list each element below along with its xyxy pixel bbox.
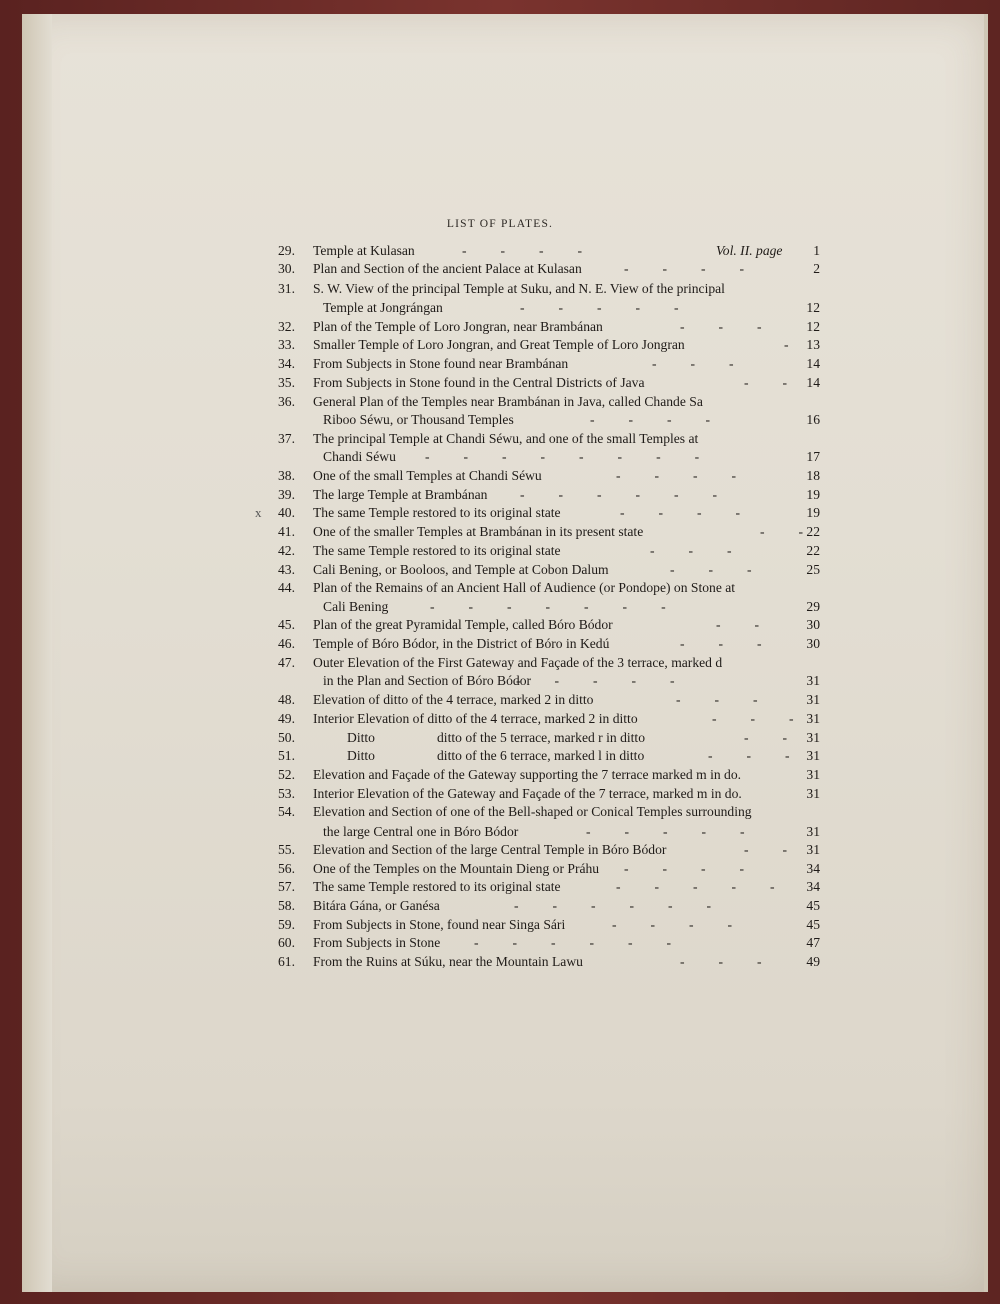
- leader-dashes: - - - -: [590, 412, 711, 427]
- leader-dashes: - -: [744, 842, 788, 857]
- plate-title: One of the Temples on the Mountain Dieng or Práhu: [313, 861, 600, 876]
- plate-page-number: 31: [806, 786, 820, 801]
- plate-number: 40.: [278, 505, 295, 520]
- plate-title: From Subjects in Stone: [313, 935, 441, 950]
- plate-entry: [0, 896, 1000, 915]
- plate-number: 53.: [278, 786, 295, 801]
- leader-dashes: - - - -: [624, 261, 745, 276]
- plate-page-number: 45: [806, 917, 820, 932]
- plate-title: Elevation and Section of one of the Bell-shaped or Conical Temples surrounding: [313, 804, 752, 819]
- plate-page-number: 18: [806, 468, 820, 483]
- plate-entry: [0, 354, 1000, 373]
- plate-number: 49.: [278, 711, 295, 726]
- plate-title: One of the small Temples at Chandi Séwu: [313, 468, 542, 483]
- plate-page-number: 30: [806, 636, 820, 651]
- plate-page-number: 19: [806, 505, 820, 520]
- plate-entry: [0, 541, 1000, 560]
- plate-number: 42.: [278, 543, 295, 558]
- plate-number: 37.: [278, 431, 295, 446]
- plate-title: The same Temple restored to its original state: [313, 505, 561, 520]
- plate-page-number: 34: [806, 861, 820, 876]
- margin-mark: x: [255, 505, 262, 520]
- plate-title: The same Temple restored to its original state: [313, 543, 561, 558]
- plate-number: 32.: [278, 319, 295, 334]
- plate-page-number: 34: [806, 879, 820, 894]
- plate-title: Temple at Kulasan: [313, 243, 415, 258]
- plate-entry: [0, 279, 1000, 298]
- volume-reference: Vol. II. page: [716, 243, 783, 258]
- leader-dashes: - - - - -: [516, 673, 675, 688]
- plate-title: One of the smaller Temples at Brambánan in its present state: [313, 524, 644, 539]
- leader-dashes: - - - - -: [586, 824, 745, 839]
- plate-page-number: 22: [806, 524, 820, 539]
- plate-number: 54.: [278, 804, 295, 819]
- plate-page-number: 31: [806, 842, 820, 857]
- plate-page-number: 2: [813, 261, 820, 276]
- plate-number: 52.: [278, 767, 295, 782]
- plate-title: The large Temple at Brambánan: [313, 487, 488, 502]
- plate-title: Ditto: [347, 748, 375, 763]
- leader-dashes: - - -: [652, 356, 734, 371]
- leader-dashes: - - - - - -: [514, 898, 712, 913]
- plate-number: 41.: [278, 524, 295, 539]
- plate-page-number: 47: [806, 935, 820, 950]
- page-heading: LIST OF PLATES.: [446, 218, 554, 230]
- leader-dashes: - - - -: [616, 468, 737, 483]
- plate-number: 44.: [278, 580, 295, 595]
- plate-title: Ditto: [347, 730, 375, 745]
- plate-title-line2: the large Central one in Bóro Bódor: [323, 824, 519, 839]
- plate-number: 39.: [278, 487, 295, 502]
- plate-page-number: 31: [806, 824, 820, 839]
- plate-title: Cali Bening, or Booloos, and Temple at Cobon Dalum: [313, 562, 609, 577]
- plate-title: The same Temple restored to its original state: [313, 879, 561, 894]
- plate-number: 51.: [278, 748, 295, 763]
- plate-page-number: 13: [806, 337, 820, 352]
- leader-dashes: - -: [744, 730, 788, 745]
- leader-dashes: - - -: [712, 711, 794, 726]
- plate-entry-continued: [0, 410, 1000, 429]
- plate-number: 31.: [278, 281, 295, 296]
- plate-entry-continued: [0, 822, 1000, 841]
- plate-page-number: 19: [806, 487, 820, 502]
- plate-entry: [0, 784, 1000, 803]
- plate-title: From Subjects in Stone found in the Central Districts of Java: [313, 375, 645, 390]
- plate-title-line2: Riboo Séwu, or Thousand Temples: [323, 412, 514, 427]
- plate-title: Smaller Temple of Loro Jongran, and Great Temple of Loro Jongran: [313, 337, 685, 352]
- plate-page-number: 31: [806, 711, 820, 726]
- plate-title: Temple of Bóro Bódor, in the District of Bóro in Kedú: [313, 636, 610, 651]
- plate-title: Interior Elevation of the Gateway and Façade of the 7 terrace, marked m in do.: [313, 786, 742, 801]
- plate-title-continued: ditto of the 6 terrace, marked l in ditto: [437, 748, 645, 763]
- plate-entry: [0, 634, 1000, 653]
- plate-entry: [0, 373, 1000, 392]
- plate-number: 33.: [278, 337, 295, 352]
- plate-page-number: 25: [806, 562, 820, 577]
- plate-title: From Subjects in Stone found near Brambánan: [313, 356, 569, 371]
- leader-dashes: - - - - - -: [474, 935, 672, 950]
- plate-title: Plan and Section of the ancient Palace at Kulasan: [313, 261, 582, 276]
- plate-page-number: 16: [806, 412, 820, 427]
- plate-title: Plan of the Remains of an Ancient Hall of Audience (or Pondope) on Stone at: [313, 580, 736, 595]
- plate-title: Outer Elevation of the First Gateway and Façade of the 3 terrace, marked d: [313, 655, 723, 670]
- plate-entry-continued: [0, 597, 1000, 616]
- leader-dashes: - - - - - - - -: [425, 449, 700, 464]
- plate-number: 50.: [278, 730, 295, 745]
- plate-entry: [0, 560, 1000, 579]
- plate-title-continued: ditto of the 5 terrace, marked r in ditto: [437, 730, 645, 745]
- plate-title: Interior Elevation of ditto of the 4 terrace, marked 2 in ditto: [313, 711, 638, 726]
- plate-page-number: 12: [806, 319, 820, 334]
- leader-dashes: - - -: [680, 636, 762, 651]
- leader-dashes: - - -: [680, 319, 762, 334]
- plate-page-number: 12: [806, 300, 820, 315]
- plate-entry: [0, 392, 1000, 411]
- leader-dashes: - - - -: [612, 917, 733, 932]
- plate-entry: [0, 429, 1000, 448]
- leader-dashes: - - -: [650, 543, 732, 558]
- plate-title: Plan of the great Pyramidal Temple, called Bóro Bódor: [313, 617, 613, 632]
- plate-number: 57.: [278, 879, 295, 894]
- plate-entry-continued: [0, 671, 1000, 690]
- plate-entry: [0, 952, 1000, 971]
- plate-page-number: 22: [806, 543, 820, 558]
- plate-title: Plan of the Temple of Loro Jongran, near Brambánan: [313, 319, 603, 334]
- plate-entry: [0, 503, 1000, 522]
- plate-entry: [0, 653, 1000, 672]
- plate-entry: [0, 335, 1000, 354]
- leader-dashes: - - -: [680, 954, 762, 969]
- plate-entry: [0, 840, 1000, 859]
- plate-number: 35.: [278, 375, 295, 390]
- leader-dashes: - - -: [708, 748, 790, 763]
- plate-title: Bitára Gána, or Ganésa: [313, 898, 440, 913]
- plate-number: 58.: [278, 898, 295, 913]
- plate-page-number: 31: [806, 748, 820, 763]
- plate-entry: [0, 522, 1000, 541]
- plate-page-number: 31: [806, 692, 820, 707]
- plate-number: 34.: [278, 356, 295, 371]
- plate-title: S. W. View of the principal Temple at Suku, and N. E. View of the principal: [313, 281, 725, 296]
- plate-entry: [0, 728, 1000, 747]
- plate-entry: [0, 317, 1000, 336]
- leader-dashes: - - - -: [624, 861, 745, 876]
- leader-dashes: - - - - -: [616, 879, 775, 894]
- plate-title-line2: Temple at Jongrángan: [323, 300, 443, 315]
- plate-number: 61.: [278, 954, 295, 969]
- plate-number: 60.: [278, 935, 295, 950]
- plate-title: From the Ruins at Súku, near the Mountain Lawu: [313, 954, 583, 969]
- leader-dashes: - - - - -: [520, 300, 679, 315]
- plate-title-line2: in the Plan and Section of Bóro Bódor: [323, 673, 532, 688]
- plate-number: 29.: [278, 243, 295, 258]
- plate-page-number: 30: [806, 617, 820, 632]
- plate-entry-continued: [0, 447, 1000, 466]
- plate-title: Elevation of ditto of the 4 terrace, marked 2 in ditto: [313, 692, 594, 707]
- plate-number: 45.: [278, 617, 295, 632]
- plate-entry: [0, 615, 1000, 634]
- plate-number: 55.: [278, 842, 295, 857]
- plate-title: The principal Temple at Chandi Séwu, and one of the small Temples at: [313, 431, 699, 446]
- plate-number: 36.: [278, 394, 295, 409]
- plate-page-number: 29: [806, 599, 820, 614]
- plate-entry: [0, 709, 1000, 728]
- plate-title-line2: Cali Bening: [323, 599, 389, 614]
- plate-title-line2: Chandi Séwu: [323, 449, 396, 464]
- plate-page-number: 45: [806, 898, 820, 913]
- plate-entry: [0, 915, 1000, 934]
- leader-dashes: - -: [744, 375, 788, 390]
- plate-entry: [0, 690, 1000, 709]
- plate-title: From Subjects in Stone, found near Singa Sári: [313, 917, 566, 932]
- plate-number: 38.: [278, 468, 295, 483]
- leader-dashes: - -: [716, 617, 760, 632]
- plate-number: 48.: [278, 692, 295, 707]
- leader-dashes: - - -: [670, 562, 752, 577]
- plate-title: Elevation and Façade of the Gateway supporting the 7 terrace marked m in do.: [313, 767, 742, 782]
- leader-dashes: - - - - - - -: [430, 599, 666, 614]
- plate-page-number: 31: [806, 673, 820, 688]
- plate-title: General Plan of the Temples near Brambánan in Java, called Chande Sa: [313, 394, 703, 409]
- leader-dashes: - - - -: [620, 505, 741, 520]
- plate-entry-continued: [0, 298, 1000, 317]
- plate-entry: [0, 466, 1000, 485]
- plate-entry: [0, 746, 1000, 765]
- leader-dashes: - -: [760, 524, 804, 539]
- plate-number: 59.: [278, 917, 295, 932]
- plate-page-number: 1: [813, 243, 820, 258]
- plate-number: 30.: [278, 261, 295, 276]
- leader-dashes: - - - - - -: [520, 487, 718, 502]
- plate-number: 47.: [278, 655, 295, 670]
- plate-page-number: 14: [806, 356, 820, 371]
- plate-entry: [0, 802, 1000, 821]
- plate-entry: [0, 933, 1000, 952]
- plate-entry: [0, 578, 1000, 597]
- leader-dashes: - - -: [676, 692, 758, 707]
- plate-number: 56.: [278, 861, 295, 876]
- plate-entry: [0, 241, 1000, 260]
- plate-entry: [0, 485, 1000, 504]
- leader-dashes: -: [784, 337, 789, 352]
- plate-number: 46.: [278, 636, 295, 651]
- plate-entry: [0, 859, 1000, 878]
- plate-page-number: 49: [806, 954, 820, 969]
- plate-title: Elevation and Section of the large Central Temple in Bóro Bódor: [313, 842, 667, 857]
- leader-dashes: - - - -: [462, 243, 583, 258]
- plate-page-number: 17: [806, 449, 820, 464]
- plate-number: 43.: [278, 562, 295, 577]
- plate-page-number: 31: [806, 730, 820, 745]
- plate-entry: [0, 765, 1000, 784]
- plate-page-number: 31: [806, 767, 820, 782]
- plate-entry: [0, 259, 1000, 278]
- plate-entry: [0, 877, 1000, 896]
- plate-page-number: 14: [806, 375, 820, 390]
